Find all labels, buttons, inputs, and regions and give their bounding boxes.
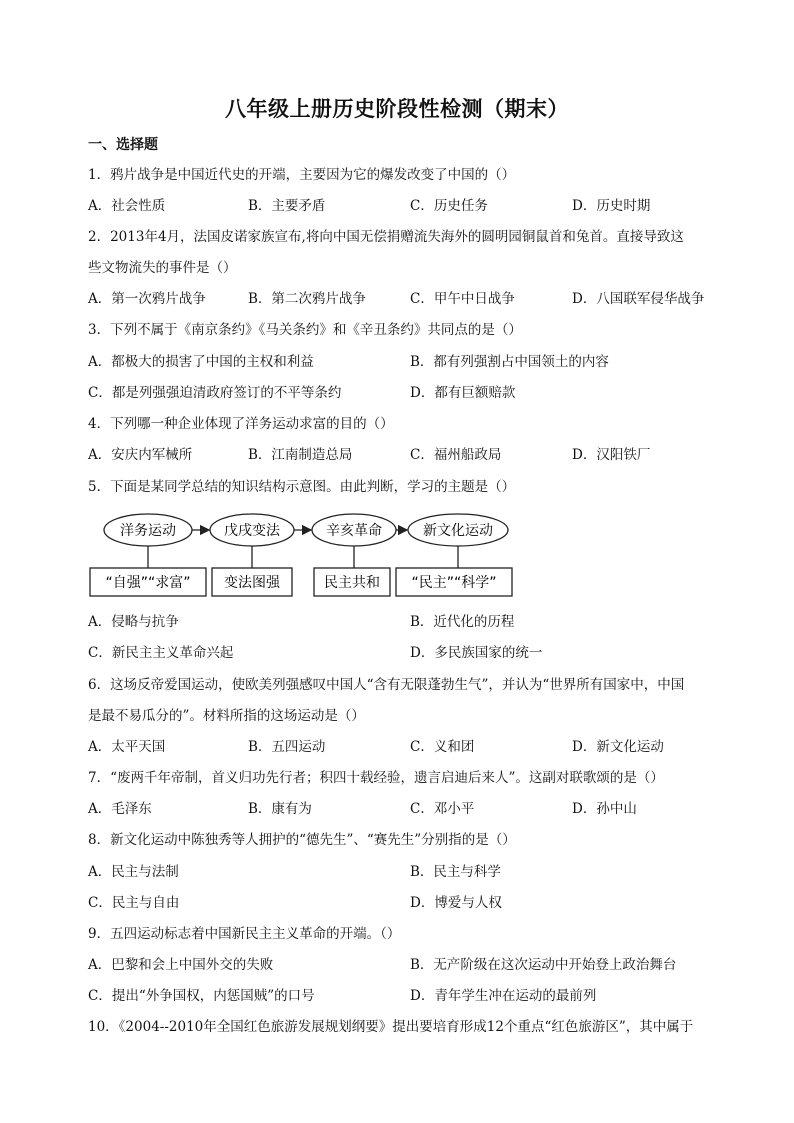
q5-option-d: D．多民族国家的统一	[410, 645, 543, 661]
q9-option-b: B．无产阶级在这次运动中开始登上政治舞台	[410, 957, 677, 973]
question-9-stem: 9．五四运动标志着中国新民主主义革命的开端。（）	[88, 926, 401, 942]
q1-option-c: C．历史任务	[410, 198, 488, 214]
q8-option-a: A．民主与法制	[88, 864, 179, 880]
question-6-stem: 6．这场反帝爱国运动，使欧美列强感叹中国人“含有无限蓬勃生气”，并认为“世界所有国家中，中国	[88, 677, 685, 693]
q6-option-a: A．太平天国	[88, 739, 166, 755]
q4-option-d: D．汉阳铁厂	[572, 447, 651, 463]
q7-option-d: D．孙中山	[572, 801, 637, 817]
q7-option-c: C．邓小平	[410, 801, 475, 817]
q9-option-d: D．青年学生冲在运动的最前列	[410, 988, 597, 1004]
q5-option-b: B．近代化的历程	[410, 614, 515, 630]
q8-option-d: D．博爱与人权	[410, 895, 502, 911]
question-7-stem: 7．“废两千年帝制，首义归功先行者；积四十载经验，遗言启迪后来人”。这副对联歌颂的是（）	[88, 770, 664, 786]
section-heading: 一、选择题	[88, 137, 158, 153]
diagram-box-4-label: “民主”“科学”	[411, 575, 497, 591]
question-2-stem: 2．2013年4月，法国皮诺家族宣布,将向中国无偿捐赠流失海外的圆明园铜鼠首和兔首。直接导致这	[88, 229, 684, 245]
q6-option-b: B．五四运动	[248, 739, 326, 755]
q1-option-b: B．主要矛盾	[248, 198, 326, 214]
q6-option-d: D．新文化运动	[572, 739, 664, 755]
question-3-stem: 3．下列不属于《南京条约》《马关条约》和《辛丑条约》共同点的是（）	[88, 322, 522, 338]
q4-option-a: A．安庆内军械所	[88, 447, 193, 463]
diagram-box-3-label: 民主共和	[324, 575, 380, 591]
q2-option-d: D．八国联军侵华战争	[572, 291, 705, 307]
diagram-node-4-label: 新文化运动	[423, 523, 493, 539]
question-6-stem-cont: 是最不易瓜分的”。材料所指的这场运动是（）	[88, 708, 365, 724]
diagram-node-3-label: 辛亥革命	[326, 523, 382, 539]
question-2-stem-cont: 些文物流失的事件是（）	[88, 260, 237, 276]
q6-option-c: C．义和团	[410, 739, 475, 755]
q2-option-a: A．第一次鸦片战争	[88, 291, 206, 307]
diagram-node-1-label: 洋务运动	[120, 523, 176, 539]
q2-option-c: C．甲午中日战争	[410, 291, 515, 307]
question-4-stem: 4．下列哪一种企业体现了洋务运动求富的目的（）	[88, 416, 394, 432]
question-1-stem: 1．鸦片战争是中国近代史的开端，主要因为它的爆发改变了中国的（）	[88, 167, 516, 183]
q8-option-b: B．民主与科学	[410, 864, 501, 880]
question-10-stem: 10．《2004--2010年全国红色旅游发展规划纲要》提出要培育形成12个重点“红色旅游区”，其中属于	[88, 1019, 694, 1035]
question-8-stem: 8．新文化运动中陈独秀等人拥护的“德先生”、“赛先生”分别指的是（）	[88, 832, 516, 848]
q3-option-c: C．都是列强强迫清政府签订的不平等条约	[88, 385, 342, 401]
q3-option-d: D．都有巨额赔款	[410, 385, 516, 401]
knowledge-structure-diagram	[88, 508, 528, 603]
q5-option-c: C．新民主主义革命兴起	[88, 645, 234, 661]
page-title: 八年级上册历史阶段性检测（期末）	[225, 96, 569, 121]
q8-option-c: C．民主与自由	[88, 895, 180, 911]
q2-option-b: B．第二次鸦片战争	[248, 291, 366, 307]
diagram-node-2-label: 戊戌变法	[224, 523, 280, 539]
q7-option-b: B．康有为	[248, 801, 312, 817]
q5-option-a: A．侵略与抗争	[88, 614, 179, 630]
q9-option-a: A．巴黎和会上中国外交的失败	[88, 957, 274, 973]
q9-option-c: C．提出“外争国权，内惩国贼”的口号	[88, 988, 315, 1004]
diagram-box-2-label: 变法图强	[224, 575, 280, 591]
question-5-stem: 5．下面是某同学总结的知识结构示意图。由此判断，学习的主题是（）	[88, 479, 516, 495]
q1-option-d: D．历史时期	[572, 198, 651, 214]
q4-option-c: C．福州船政局	[410, 447, 502, 463]
q4-option-b: B．江南制造总局	[248, 447, 353, 463]
q3-option-a: A．都极大的损害了中国的主权和利益	[88, 354, 314, 370]
q1-option-a: A．社会性质	[88, 198, 166, 214]
q3-option-b: B．都有列强割占中国领土的内容	[410, 354, 609, 370]
q7-option-a: A．毛泽东	[88, 801, 152, 817]
diagram-box-1-label: “自强”“求富”	[105, 575, 191, 591]
